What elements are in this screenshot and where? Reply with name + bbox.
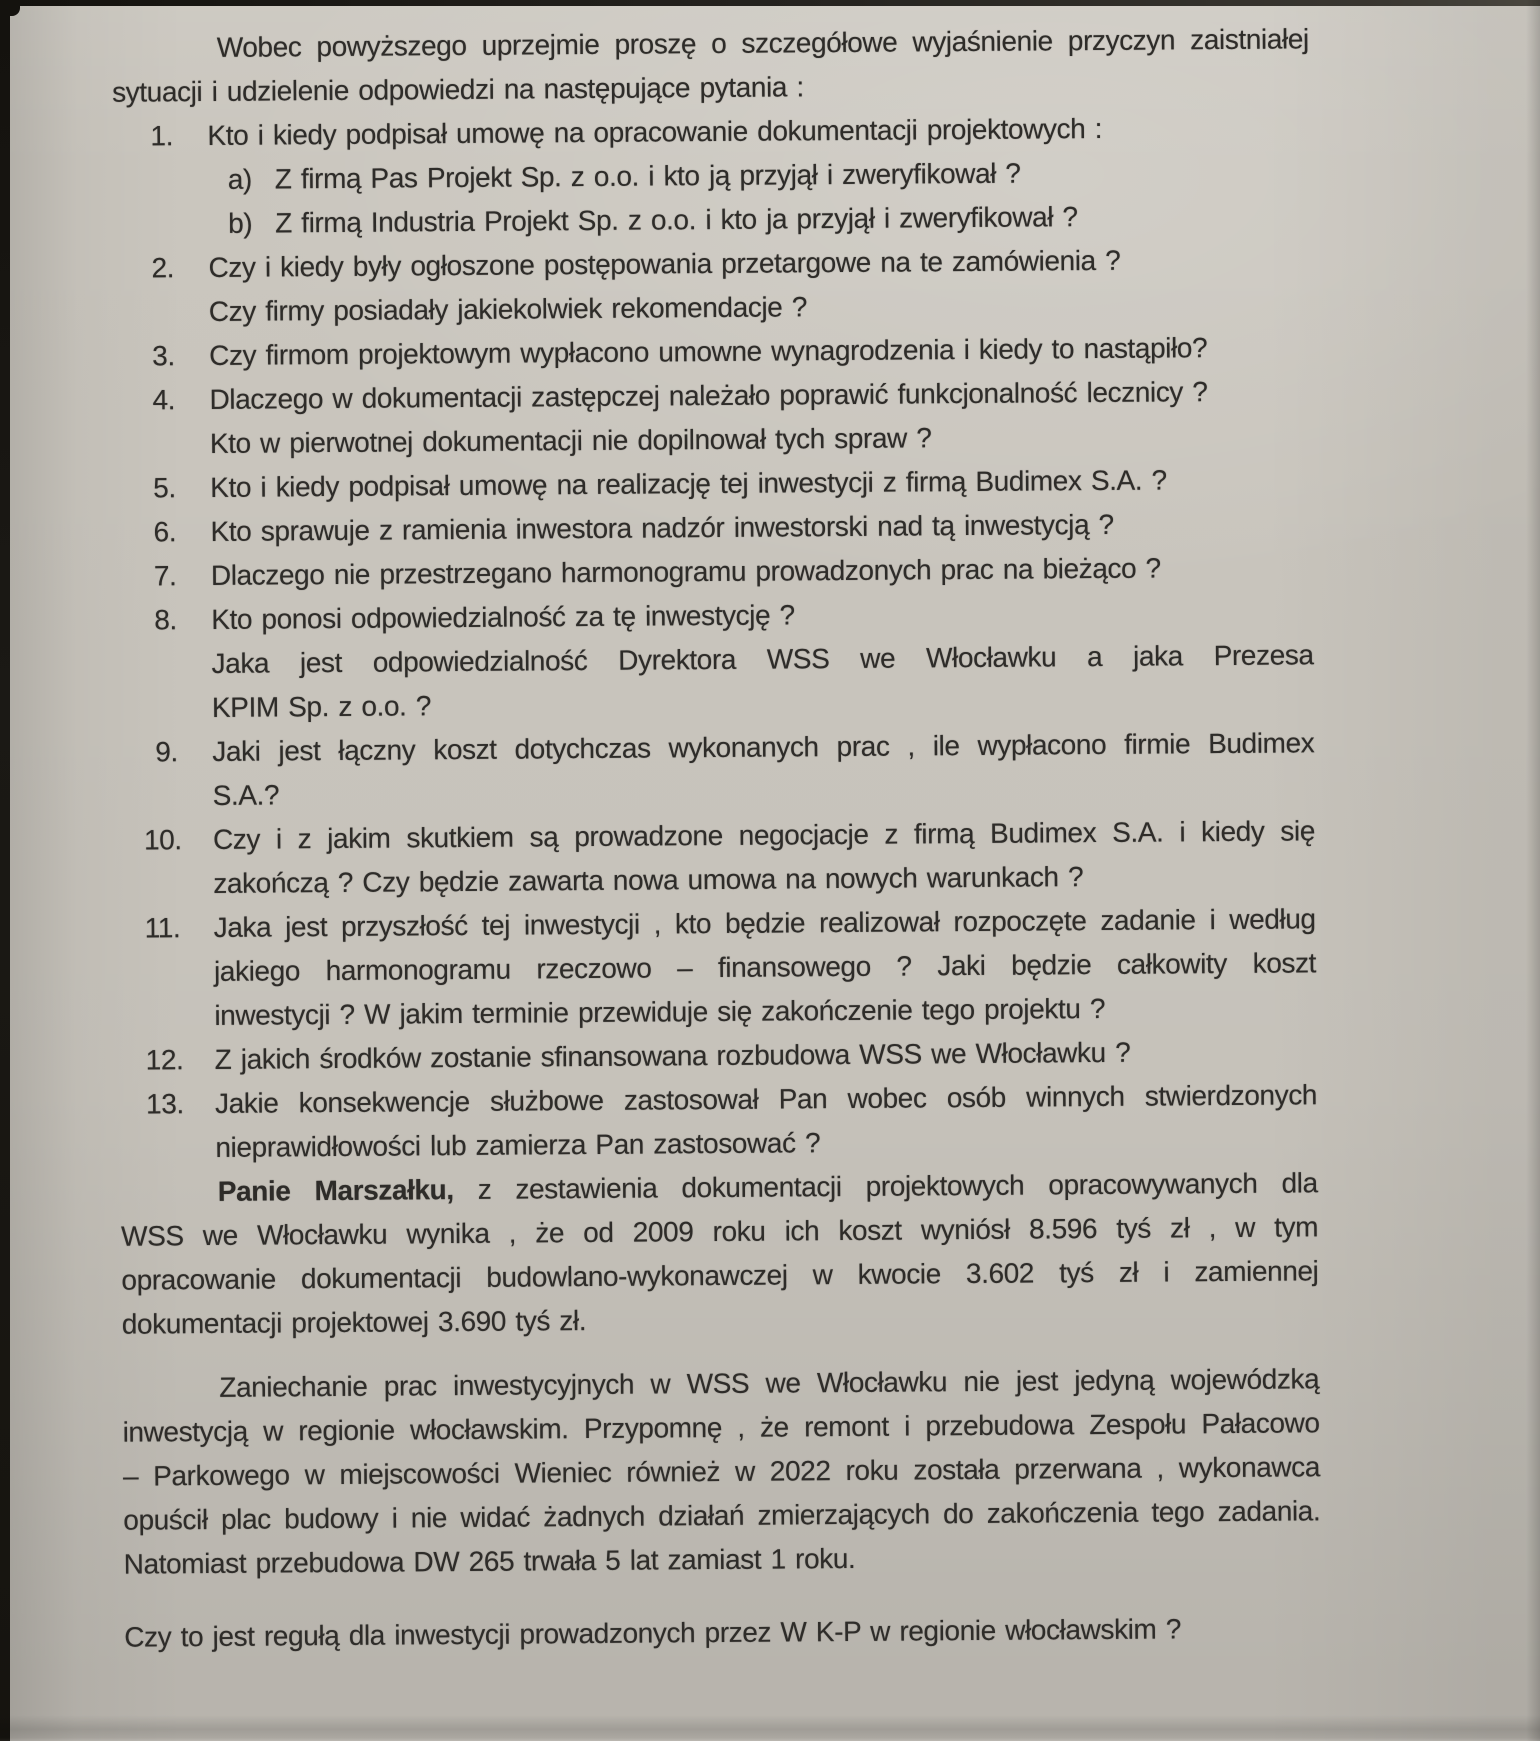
list-marker: 3. — [152, 340, 175, 372]
list-marker: 5. — [153, 472, 176, 504]
list-marker: b) — [228, 207, 253, 239]
document-line: 7. Dlaczego nie przestrzegano harmonogramu prowadzonych prac na bieżąco ? — [116, 545, 1313, 598]
document-line: sytuacji i udzielenie odpowiedzi na następujące pytania : — [111, 71, 804, 108]
document-line: KPIM Sp. z o.o. ? — [211, 690, 432, 723]
list-marker: 6. — [153, 516, 177, 548]
document-line: S.A.? — [212, 779, 280, 811]
document-line: 13. Jakie konsekwencje służbowe zastosował Pan wobec osób winnych stwierdzonych — [120, 1073, 1317, 1126]
photo-right-edge — [1526, 0, 1540, 1741]
list-marker: 7. — [153, 560, 177, 592]
document-line: nieprawidłowości lub zamierza Pan zastosować ? — [215, 1127, 821, 1163]
document-line: – Parkowego w miejscowości Wieniec również w 2022 roku została przerwana , wykonawca — [122, 1451, 1321, 1492]
list-marker: 1. — [150, 120, 174, 152]
document-line: 8. Kto ponosi odpowiedzialność za tę inwestycję ? — [116, 589, 1313, 642]
document-line: jakiego harmonogramu rzeczowo – finansowego ? Jaki będzie całkowity koszt — [213, 947, 1317, 987]
list-marker: 11. — [144, 912, 181, 944]
document-line: 11. Jaka jest przyszłość tej inwestycji , kto będzie realizował rozpoczęte zadanie i według — [119, 897, 1316, 950]
photo-bottom-edge — [0, 1715, 1540, 1741]
document-line: inwestycją w regionie włocławskim. Przypomnę , że remont i przebudowa Zespołu Pałacowo — [122, 1407, 1320, 1448]
document-line: 1. Kto i kiedy podpisał umowę na opracowanie dokumentacji projektowych : — [112, 105, 1309, 158]
photo-top-edge — [0, 0, 1540, 6]
document-line: b) Z firmą Industria Projekt Sp. z o.o. i kto ja przyjął i zweryfikował ? — [113, 193, 1310, 246]
document-line: Kto w pierwotnej dokumentacji nie dopilnował tych spraw ? — [209, 422, 932, 459]
photo-top-left-corner — [0, 0, 20, 16]
document-line: 3. Czy firmom projektowym wypłacono umowne wynagrodzenia i kiedy to nastąpiło? — [114, 325, 1311, 378]
document-line: dokumentacji projektowej 3.690 tyś zł. — [121, 1305, 587, 1340]
list-marker: 4. — [152, 384, 176, 416]
document-line: 5. Kto i kiedy podpisał umowę na realizację tej inwestycji z firmą Budimex S.A. ? — [115, 457, 1312, 510]
document-line: opracowanie dokumentacji budowlano-wykonawczej w kwocie 3.602 tyś zł i zamiennej — [121, 1255, 1319, 1296]
document-line: 6. Kto sprawuje z ramienia inwestora nadzór inwestorski nad tą inwestycją ? — [115, 501, 1312, 554]
document-line: Czy to jest regułą dla inwestycji prowadzonych przez W K-P w regionie włocławskim ? — [124, 1613, 1182, 1653]
list-marker: 9. — [155, 736, 178, 768]
list-marker: 10. — [143, 824, 182, 856]
list-marker: 13. — [145, 1088, 184, 1120]
document-line: zakończą ? Czy będzie zawarta nowa umowa na nowych warunkach ? — [213, 861, 1084, 899]
document-line: Czy firmy posiadały jakiekolwiek rekomendacje ? — [208, 291, 808, 327]
document-line: WSS we Włocławku wynika , że od 2009 roku ich koszt wyniósł 8.596 tyś zł , w tym — [120, 1211, 1319, 1252]
document-text-block — [112, 17, 1322, 1659]
list-marker: a) — [227, 163, 253, 195]
document-line: a) Z firmą Pas Projekt Sp. z o.o. i kto ją przyjął i zweryfikował ? — [113, 149, 1310, 202]
document-line: Wobec powyższego uprzejmie proszę o szczegółowe wyjaśnienie przyczyn zaistniałej — [216, 23, 1309, 63]
document-line: 10. Czy i z jakim skutkiem są prowadzone negocjacje z firmą Budimex S.A. i kiedy się — [118, 809, 1315, 862]
document-line: inwestycji ? W jakim terminie przewiduje się zakończenie tego projektu ? — [214, 992, 1106, 1031]
photo-left-edge — [0, 0, 10, 1741]
bold-text: Panie Marszałku, — [217, 1174, 454, 1207]
document-line: Zaniechanie prac inwestycyjnych w WSS we Włocławku nie jest jedyną wojewódzką — [219, 1363, 1320, 1403]
document-line: opuścił plac budowy i nie widać żadnych działań zmierzających do zakończenia tego zadania. — [123, 1495, 1321, 1536]
document-line: 4. Dlaczego w dokumentacji zastępczej należało poprawić funkcjonalność lecznicy ? — [114, 369, 1311, 422]
list-marker: 2. — [151, 252, 175, 284]
document-line: Jaka jest odpowiedzialność Dyrektora WSS we Włocławku a jaka Prezesa — [211, 639, 1314, 679]
list-marker: 8. — [154, 604, 177, 636]
list-marker: 12. — [145, 1044, 184, 1076]
document-line: 2. Czy i kiedy były ogłoszone postępowania przetargowe na te zamówienia ? — [113, 237, 1310, 290]
document-line: Panie Marszałku, z zestawienia dokumentacji projektowych opracowywanych dla — [217, 1167, 1318, 1207]
document-line: 9. Jaki jest łączny koszt dotychczas wykonanych prac , ile wypłacono firmie Budimex — [117, 721, 1314, 774]
document-line: Natomiast przebudowa DW 265 trwała 5 lat zamiast 1 roku. — [123, 1542, 856, 1580]
document-line: 12. Z jakich środków zostanie sfinansowana rozbudowa WSS we Włocławku ? — [120, 1029, 1317, 1082]
